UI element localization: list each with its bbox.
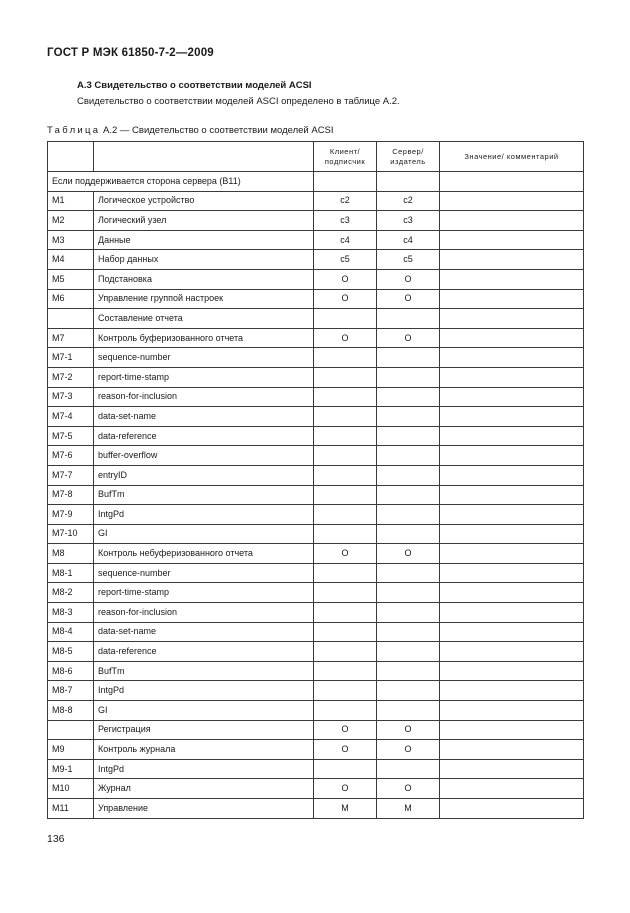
client-cell — [314, 681, 377, 701]
client-cell — [314, 583, 377, 603]
value-cell — [440, 446, 584, 466]
name-cell: Набор данных — [94, 250, 314, 270]
client-cell — [314, 524, 377, 544]
value-cell — [440, 505, 584, 525]
id-cell: M7-4 — [48, 407, 94, 427]
value-cell — [440, 348, 584, 368]
table-row — [48, 250, 584, 270]
value-cell — [440, 485, 584, 505]
id-cell: M7-7 — [48, 465, 94, 485]
header-server: Сервер/ издатель — [377, 142, 440, 172]
server-cell — [377, 485, 440, 505]
value-cell — [440, 681, 584, 701]
name-cell: Регистрация — [94, 720, 314, 740]
value-cell — [440, 191, 584, 211]
id-cell: M8-2 — [48, 583, 94, 603]
client-cell: O — [314, 779, 377, 799]
table-row — [48, 269, 584, 289]
server-cell: O — [377, 328, 440, 348]
client-cell: O — [314, 269, 377, 289]
section-title: А.3 Свидетельство о соответствии моделей ACSI — [77, 80, 312, 91]
id-cell: M4 — [48, 250, 94, 270]
section-text: Свидетельство о соответствии моделей ASCI определено в таблице А.2. — [77, 96, 400, 107]
name-cell: entryID — [94, 465, 314, 485]
server-cell — [377, 622, 440, 642]
table-row — [48, 622, 584, 642]
table-row — [48, 779, 584, 799]
header-name — [94, 142, 314, 172]
table-row — [48, 603, 584, 623]
value-cell — [440, 799, 584, 819]
name-cell: GI — [94, 524, 314, 544]
name-cell: sequence-number — [94, 348, 314, 368]
value-cell — [440, 701, 584, 721]
server-cell — [377, 603, 440, 623]
name-cell: Управление группой настроек — [94, 289, 314, 309]
id-cell: M8-6 — [48, 661, 94, 681]
name-cell: report-time-stamp — [94, 583, 314, 603]
value-cell — [440, 544, 584, 564]
id-cell — [48, 720, 94, 740]
table-row — [48, 524, 584, 544]
table-row — [48, 642, 584, 662]
name-cell: reason-for-inclusion — [94, 387, 314, 407]
table-row — [48, 583, 584, 603]
server-cell — [377, 446, 440, 466]
table-row — [48, 172, 584, 192]
table-row — [48, 348, 584, 368]
name-cell: Данные — [94, 230, 314, 250]
table-caption — [47, 125, 334, 136]
table-row — [48, 387, 584, 407]
name-cell: Логическое устройство — [94, 191, 314, 211]
table-header — [48, 142, 584, 172]
name-cell: Управление — [94, 799, 314, 819]
value-cell — [440, 740, 584, 760]
id-cell: M8-5 — [48, 642, 94, 662]
table-row — [48, 367, 584, 387]
table-row — [48, 309, 584, 329]
name-cell: sequence-number — [94, 563, 314, 583]
client-cell — [314, 759, 377, 779]
server-cell: O — [377, 740, 440, 760]
name-cell: IntgPd — [94, 759, 314, 779]
value-cell — [440, 309, 584, 329]
id-cell: M8-4 — [48, 622, 94, 642]
server-cell — [377, 172, 440, 192]
client-cell — [314, 426, 377, 446]
name-cell: report-time-stamp — [94, 367, 314, 387]
server-cell: O — [377, 289, 440, 309]
value-cell — [440, 720, 584, 740]
client-cell — [314, 563, 377, 583]
value-cell — [440, 524, 584, 544]
server-cell — [377, 387, 440, 407]
client-cell — [314, 172, 377, 192]
header-value: Значение/ комментарий — [440, 142, 584, 172]
table-row — [48, 426, 584, 446]
id-cell: M7-6 — [48, 446, 94, 466]
table-row — [48, 230, 584, 250]
table-row — [48, 446, 584, 466]
value-cell — [440, 759, 584, 779]
server-cell — [377, 367, 440, 387]
value-cell — [440, 367, 584, 387]
value-cell — [440, 642, 584, 662]
name-cell: IntgPd — [94, 505, 314, 525]
id-cell: M8-1 — [48, 563, 94, 583]
id-cell: M7-8 — [48, 485, 94, 505]
server-cell — [377, 505, 440, 525]
server-cell — [377, 642, 440, 662]
table-row — [48, 740, 584, 760]
name-cell: BufTm — [94, 485, 314, 505]
name-cell: GI — [94, 701, 314, 721]
table-row — [48, 661, 584, 681]
table-row — [48, 289, 584, 309]
value-cell — [440, 583, 584, 603]
name-cell: Контроль небуферизованного отчета — [94, 544, 314, 564]
server-cell — [377, 759, 440, 779]
id-cell: M1 — [48, 191, 94, 211]
client-cell — [314, 701, 377, 721]
client-cell — [314, 309, 377, 329]
name-cell: reason-for-inclusion — [94, 603, 314, 623]
name-cell: data-set-name — [94, 407, 314, 427]
server-cell: c2 — [377, 191, 440, 211]
client-cell: c3 — [314, 211, 377, 231]
client-cell — [314, 465, 377, 485]
id-cell: M8-3 — [48, 603, 94, 623]
document-header: ГОСТ Р МЭК 61850-7-2—2009 — [47, 47, 214, 59]
value-cell — [440, 211, 584, 231]
value-cell — [440, 289, 584, 309]
name-cell: IntgPd — [94, 681, 314, 701]
name-cell: BufTm — [94, 661, 314, 681]
table-row — [48, 191, 584, 211]
header-client: Клиент/ подписчик — [314, 142, 377, 172]
id-cell: M10 — [48, 779, 94, 799]
server-cell — [377, 465, 440, 485]
server-cell — [377, 661, 440, 681]
id-cell: M8-7 — [48, 681, 94, 701]
client-cell — [314, 622, 377, 642]
table-row — [48, 544, 584, 564]
group-label-cell: Если поддерживается сторона сервера (В11) — [48, 172, 314, 192]
client-cell: O — [314, 289, 377, 309]
client-cell — [314, 407, 377, 427]
id-cell: M7-3 — [48, 387, 94, 407]
server-cell: O — [377, 720, 440, 740]
client-cell: O — [314, 544, 377, 564]
id-cell: M7-1 — [48, 348, 94, 368]
server-cell — [377, 583, 440, 603]
id-cell: M2 — [48, 211, 94, 231]
id-cell: M5 — [48, 269, 94, 289]
table-body — [48, 172, 584, 819]
value-cell — [440, 172, 584, 192]
page-number: 136 — [47, 833, 65, 845]
name-cell: Подстановка — [94, 269, 314, 289]
header-id — [48, 142, 94, 172]
value-cell — [440, 426, 584, 446]
table-row — [48, 465, 584, 485]
table-caption-title: А.2 — Свидетельство о соответствии моделей ACSI — [100, 125, 334, 136]
client-cell: O — [314, 740, 377, 760]
id-cell: M7-5 — [48, 426, 94, 446]
server-cell: O — [377, 269, 440, 289]
server-cell — [377, 348, 440, 368]
server-cell — [377, 426, 440, 446]
value-cell — [440, 661, 584, 681]
table-row — [48, 211, 584, 231]
server-cell — [377, 309, 440, 329]
value-cell — [440, 622, 584, 642]
id-cell: M7-2 — [48, 367, 94, 387]
server-cell: O — [377, 544, 440, 564]
client-cell — [314, 603, 377, 623]
client-cell — [314, 367, 377, 387]
id-cell: M9-1 — [48, 759, 94, 779]
table-row — [48, 720, 584, 740]
value-cell — [440, 407, 584, 427]
server-cell: M — [377, 799, 440, 819]
id-cell: M3 — [48, 230, 94, 250]
table-caption-prefix: Таблица — [47, 125, 101, 136]
name-cell: Журнал — [94, 779, 314, 799]
table-row — [48, 328, 584, 348]
value-cell — [440, 387, 584, 407]
table-row — [48, 701, 584, 721]
server-cell: c4 — [377, 230, 440, 250]
server-cell: c3 — [377, 211, 440, 231]
server-cell: O — [377, 779, 440, 799]
value-cell — [440, 250, 584, 270]
value-cell — [440, 230, 584, 250]
id-cell: M7-10 — [48, 524, 94, 544]
server-cell — [377, 524, 440, 544]
name-cell: Контроль журнала — [94, 740, 314, 760]
name-cell: Логический узел — [94, 211, 314, 231]
server-cell — [377, 681, 440, 701]
server-cell — [377, 701, 440, 721]
table-row — [48, 485, 584, 505]
value-cell — [440, 779, 584, 799]
value-cell — [440, 465, 584, 485]
table-row — [48, 505, 584, 525]
server-cell — [377, 407, 440, 427]
id-cell: M6 — [48, 289, 94, 309]
value-cell — [440, 328, 584, 348]
id-cell: M7-9 — [48, 505, 94, 525]
value-cell — [440, 269, 584, 289]
id-cell: M7 — [48, 328, 94, 348]
id-cell: M9 — [48, 740, 94, 760]
name-cell: Контроль буферизованного отчета — [94, 328, 314, 348]
value-cell — [440, 563, 584, 583]
table-row — [48, 563, 584, 583]
name-cell: data-reference — [94, 642, 314, 662]
server-cell — [377, 563, 440, 583]
name-cell: buffer-overflow — [94, 446, 314, 466]
client-cell: M — [314, 799, 377, 819]
client-cell — [314, 505, 377, 525]
name-cell: data-reference — [94, 426, 314, 446]
client-cell: c4 — [314, 230, 377, 250]
client-cell: O — [314, 720, 377, 740]
table-header-row — [48, 142, 584, 172]
client-cell — [314, 387, 377, 407]
client-cell — [314, 348, 377, 368]
table-row — [48, 407, 584, 427]
client-cell: c5 — [314, 250, 377, 270]
name-cell: Составление отчета — [94, 309, 314, 329]
client-cell — [314, 485, 377, 505]
id-cell — [48, 309, 94, 329]
id-cell: M11 — [48, 799, 94, 819]
client-cell — [314, 661, 377, 681]
table-row — [48, 759, 584, 779]
client-cell: O — [314, 328, 377, 348]
table-row — [48, 799, 584, 819]
server-cell: c5 — [377, 250, 440, 270]
conformance-table — [47, 141, 584, 819]
id-cell: M8-8 — [48, 701, 94, 721]
client-cell — [314, 642, 377, 662]
client-cell — [314, 446, 377, 466]
table-row — [48, 681, 584, 701]
value-cell — [440, 603, 584, 623]
name-cell: data-set-name — [94, 622, 314, 642]
id-cell: M8 — [48, 544, 94, 564]
client-cell: c2 — [314, 191, 377, 211]
